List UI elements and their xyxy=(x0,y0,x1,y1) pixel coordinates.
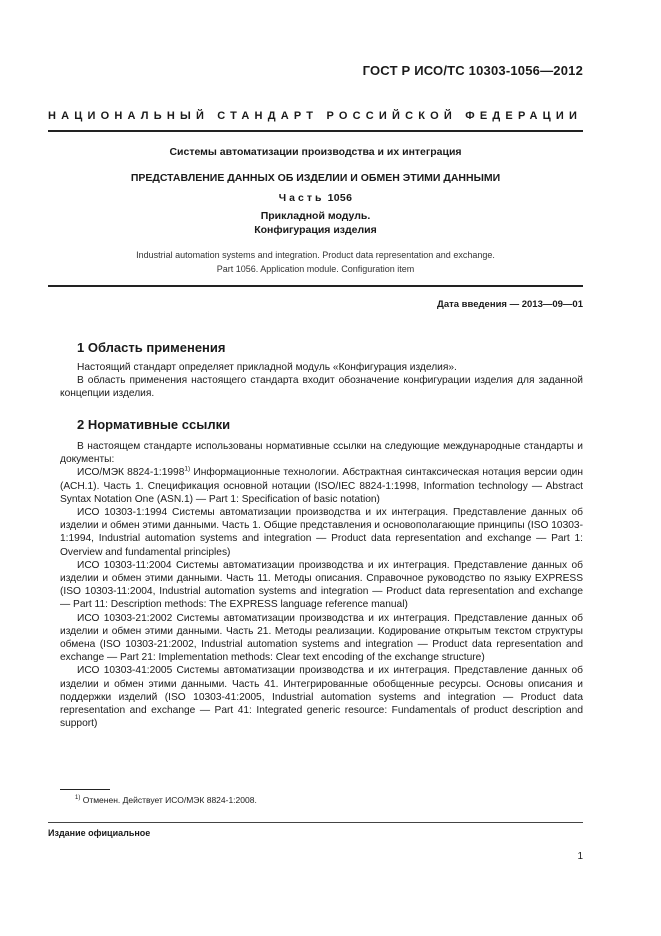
section2-body xyxy=(60,440,583,730)
footnote-marker: 1) xyxy=(184,466,191,474)
section2-heading: 2 Нормативные ссылки xyxy=(77,417,231,432)
edition-label: Издание официальное xyxy=(48,828,151,838)
main-title: ПРЕДСТАВЛЕНИЕ ДАННЫХ ОБ ИЗДЕЛИИ И ОБМЕН ЭТИМИ ДАННЫМИ xyxy=(130,172,501,184)
part-label: Часть xyxy=(278,192,325,204)
page-number: 1 xyxy=(577,851,583,862)
module-title-line1: Прикладной модуль. xyxy=(260,210,371,222)
english-title-line1: Industrial automation systems and integration. Product data representation and exchange. xyxy=(136,250,495,260)
banner-rule xyxy=(48,130,583,132)
reference-item: ИСО 10303-21:2002 Системы автоматизации производства и их интеграция. Представление данных об изделии и обмен этими данными. Часть 21. Методы реализации. Кодирование открытым текстом структуры обмена (ISO 10303-21:2002, Industrial automation systems and integration — Product data representation and exchange — Part 21: Implementation methods: Clear text encoding of the exchange structure) xyxy=(60,612,583,664)
module-title xyxy=(48,209,583,237)
part-number: 1056 xyxy=(327,192,353,204)
english-title xyxy=(48,248,583,276)
module-title-line2: Конфигурация изделия xyxy=(254,224,377,236)
reference-code: ИСО/МЭК 8824-1:1998 xyxy=(77,467,185,479)
footnote xyxy=(75,795,257,805)
part-title xyxy=(48,192,583,204)
section1-paragraph: Настоящий стандарт определяет прикладной модуль «Конфигурация изделия». xyxy=(77,362,457,373)
footnote-text: Отменен. Действует ИСО/МЭК 8824-1:2008. xyxy=(80,795,257,805)
introduction-date: Дата введения — 2013—09—01 xyxy=(437,299,583,310)
reference-item: ИСО 10303-1:1994 Системы автоматизации производства и их интеграция. Представление данных об изделии и обмен этими данными. Часть 1. Общие представления и основополагающие принципы (ISO 10303-1:1994, Industrial automation systems and integration — Product data representation and exchange — Part 1: Overview and fundamental principles) xyxy=(60,507,583,558)
section1-paragraph: В область применения настоящего стандарта входит обозначение конфигурации изделия для заданной концепции изделия. xyxy=(60,375,583,400)
section2-paragraph: В настоящем стандарте использованы нормативные ссылки на следующие международные стандарты и документы: xyxy=(60,441,583,466)
footer-rule xyxy=(48,822,583,823)
reference-item: ИСО 10303-41:2005 Системы автоматизации производства и их интеграция. Представление данных об изделии и обмен этими данными. Часть 41. Интегрированные обобщенные ресурсы. Основы описания и поддержки изделий (ISO 10303-41:2005, Industrial automation systems and integration — Product data representation and exchange — Part 41: Integrated generic resource: Fundamentals of product description and support) xyxy=(60,665,583,730)
section1-body xyxy=(60,361,583,401)
english-title-line2: Part 1056. Application module. Configuration item xyxy=(216,264,415,274)
reference-item: ИСО 10303-11:2004 Системы автоматизации производства и их интеграция. Представление данных об изделии и обмен этими данными. Часть 11. Методы описания. Справочное руководство по языку EXPRESS (ISO 10303-11:2004, Industrial automation systems and integration — Product data representation and exchange — Part 11: Description methods: The EXPRESS language reference manual) xyxy=(60,559,583,611)
title-rule xyxy=(48,285,583,287)
reference-item xyxy=(60,466,583,506)
series-title: Системы автоматизации производства и их интеграция xyxy=(169,146,462,158)
document-number: ГОСТ Р ИСО/ТС 10303-1056—2012 xyxy=(362,63,583,78)
footnote-rule xyxy=(60,789,110,790)
national-standard-banner: НАЦИОНАЛЬНЫЙ СТАНДАРТ РОССИЙСКОЙ ФЕДЕРАЦИИ xyxy=(48,110,583,122)
reference-text: Информационные технологии. Абстрактная синтаксическая нотация версии один (АСН.1). Часть 1. Спецификация основной нотации (ISO/IEC 8824-1:1998, Information technology — Abstract Syntax Notation One (ASN.1) — Part 1: Specification of basic notation) xyxy=(60,467,583,505)
section1-heading: 1 Область применения xyxy=(77,340,226,355)
footnote-mark: 1) xyxy=(75,795,81,802)
